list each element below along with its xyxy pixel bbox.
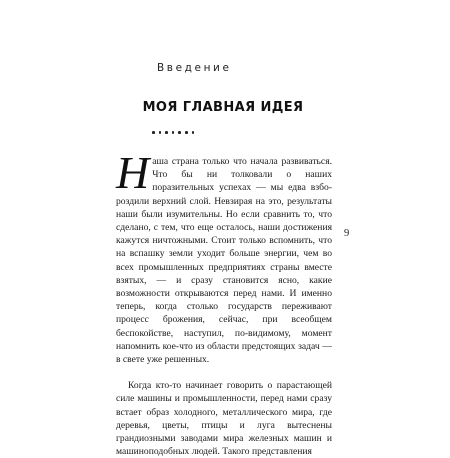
- paragraph-1-text: аша страна только что начала развиваться. Что бы ни толковали о наших поразительных успехах — мы едва взбороздили верхний слой. Невзирая на это, результаты наши были изумительны. Но если сравнить то, что сделано, с тем, что еще осталось, наши достижения кажутся ничтожными. Стоит только вспомнить, что на вспашку земли уходит больше энергии, чем во всех промышленных предприятиях страны вместе взятых, — и сразу становится ясно, какие возможности открываются перед нами. И именно теперь, когда столько государств переживают процесс брожения, сейчас, при всеобщем беспокойстве, наступил, по-видимому, момент напомнить кое-что из области предстоящих задач — в свете уже решенных.: [116, 156, 332, 366]
- ornament-dots: [152, 131, 194, 134]
- drop-cap: Н: [116, 147, 150, 198]
- ornament-dot: [185, 131, 188, 134]
- chapter-title: МОЯ ГЛАВНАЯ ИДЕЯ: [142, 100, 304, 115]
- paragraph-1: [116, 147, 332, 366]
- ornament-dot: [172, 131, 175, 134]
- paragraph-2: Когда кто-то начинает говорить о парастающей силе машины и промышленности, перед нами сразу встает образ холодного, металлического мира, где деревья, цветы, птицы и луга вытеснены грандиозными заводами мира железных машин и машиноподобных людей. Такого представления: [116, 380, 332, 458]
- ornament-dot: [159, 131, 162, 134]
- body-text: [116, 147, 332, 458]
- page-number: 9: [344, 228, 350, 239]
- ornament-dot: [152, 131, 155, 134]
- ornament-dot: [178, 131, 181, 134]
- ornament-dot: [192, 131, 195, 134]
- ornament-dot: [165, 131, 168, 134]
- section-label: Введение: [157, 62, 232, 74]
